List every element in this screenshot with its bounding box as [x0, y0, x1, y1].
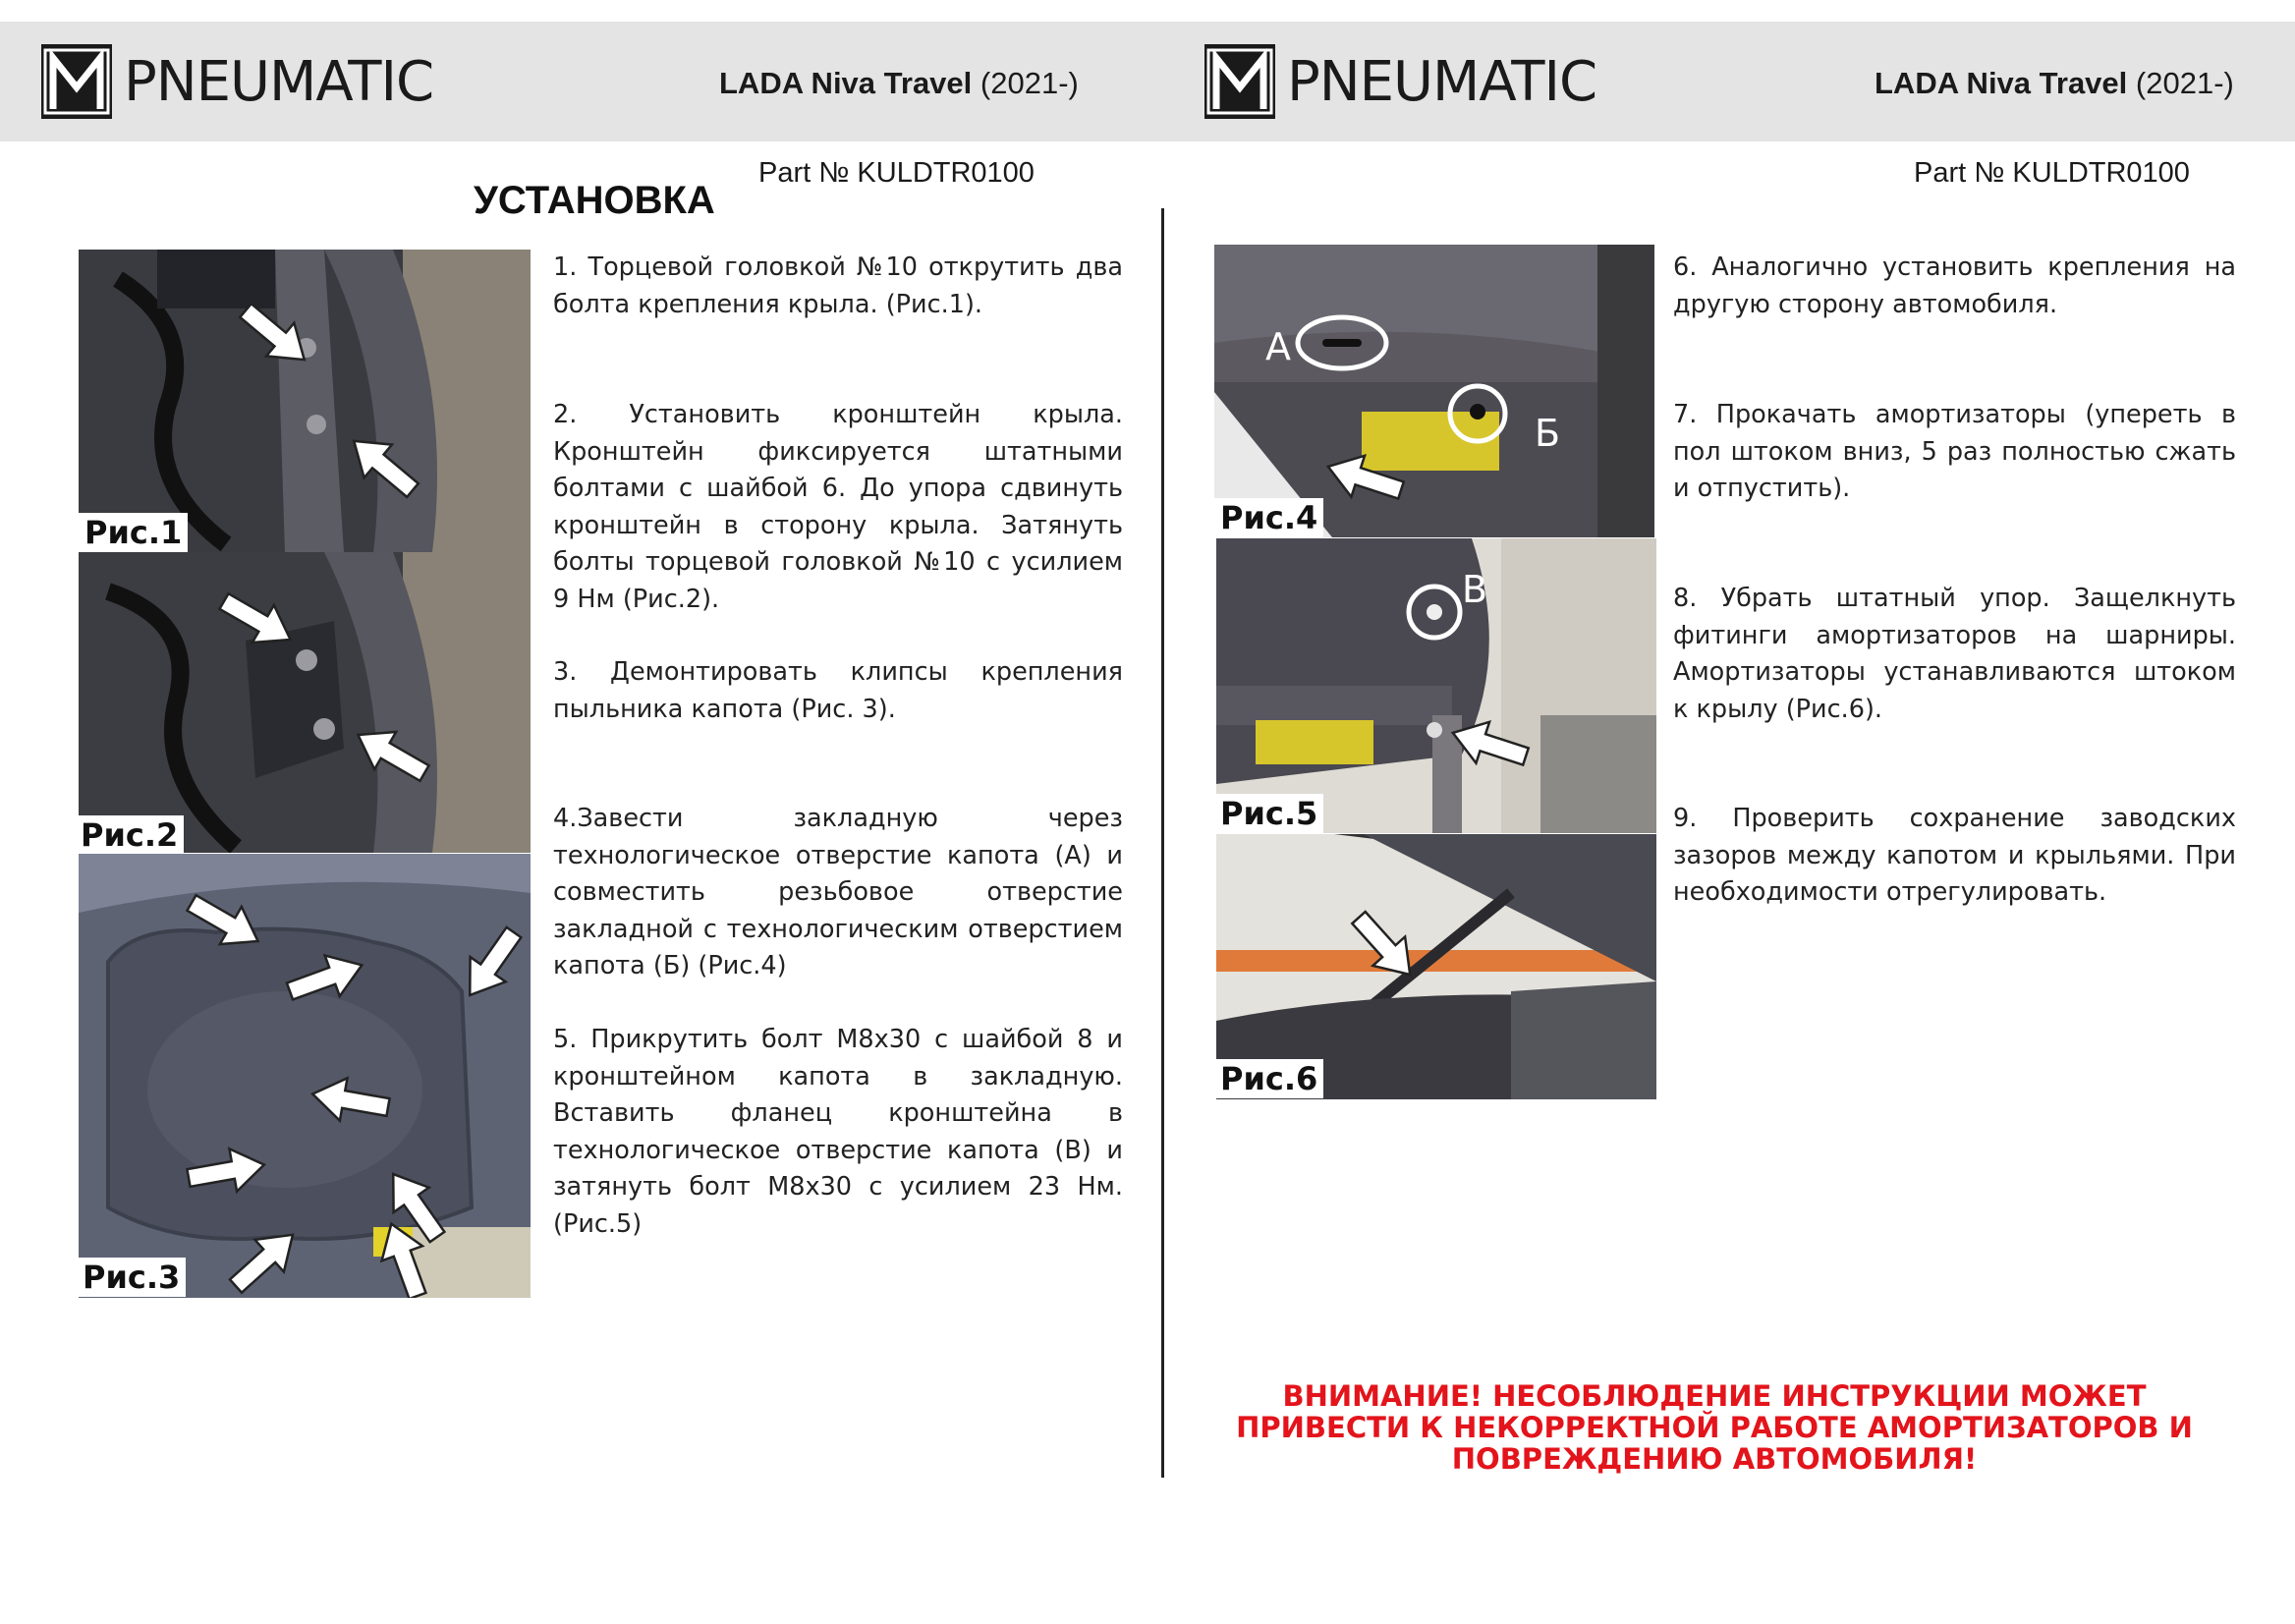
brand-logo-left	[41, 44, 433, 119]
figure-5-label: Рис.5	[1214, 794, 1323, 833]
step-1: 1. Торцевой головкой №10 открутить два болта крепления крыла. (Рис.1).	[553, 252, 1123, 319]
figure-5-photo	[1216, 538, 1656, 833]
model-name: LADA Niva Travel	[1875, 66, 2128, 100]
marker-a: А	[1265, 325, 1291, 368]
model-name: LADA Niva Travel	[719, 66, 973, 100]
step-2: 2. Установить кронштейн крыла. Кронштейн фиксируется штатными болтами с шайбой 6. До упора сдвинуть кронштейн в сторону крыла. Затянуть болты торцевой головкой №10 с усилием 9 Нм (Рис.2).	[553, 400, 1123, 614]
brand-name: PNEUMATIC	[1287, 49, 1597, 114]
step-9: 9. Проверить сохранение заводских зазоров между капотом и крыльями. При необходимости отрегулировать.	[1673, 804, 2236, 907]
model-title-left	[719, 66, 1079, 101]
warning-notice: ВНИМАНИЕ! НЕСОБЛЮДЕНИЕ ИНСТРУКЦИИ МОЖЕТ ПРИВЕСТИ К НЕКОРРЕКТНОЙ РАБОТЕ АМОРТИЗАТОРОВ И ПОВРЕЖДЕНИЮ АВТОМОБИЛЯ!	[1236, 1379, 2193, 1476]
model-years: (2021-)	[2135, 66, 2234, 100]
step-5: 5. Прикрутить болт М8х30 с шайбой 8 и кронштейном капота в закладную. Вставить фланец кронштейна в технологическое отверстие капота (В) и затянуть болт М8х30 с усилием 23 Нм. (Рис.5)	[553, 1025, 1123, 1239]
figure-2-photo	[79, 552, 531, 853]
step-4: 4.Завести закладную через технологическое отверстие капота (А) и совместить резьбовое отверстие закладной с технологическим отверстием капота (Б) (Рис.4)	[553, 804, 1123, 980]
section-title: УСТАНОВКА	[474, 179, 715, 222]
part-number-right: Part № KULDTR0100	[1914, 157, 2190, 189]
model-years: (2021-)	[980, 66, 1079, 100]
marker-b: Б	[1535, 412, 1561, 455]
figure-3-photo	[79, 854, 531, 1298]
brand-name: PNEUMATIC	[124, 49, 434, 114]
figure-1-label: Рис.1	[79, 513, 188, 552]
step-6: 6. Аналогично установить крепления на другую сторону автомобиля.	[1673, 252, 2236, 319]
step-3: 3. Демонтировать клипсы крепления пыльника капота (Рис. 3).	[553, 657, 1123, 724]
model-title-right	[1875, 66, 2234, 101]
figure-1-photo	[79, 250, 531, 552]
part-number-left: Part № KULDTR0100	[758, 157, 1035, 189]
figure-3-label: Рис.3	[77, 1258, 186, 1297]
figure-2-label: Рис.2	[75, 815, 184, 855]
brand-logo-right	[1204, 44, 1596, 119]
step-8: 8. Убрать штатный упор. Защелкнуть фитинги амортизаторов на шарниры. Амортизаторы устанавливаются штоком к крылу (Рис.6).	[1673, 584, 2236, 724]
logo-mark-icon	[1204, 44, 1275, 119]
marker-v: В	[1462, 568, 1488, 611]
figure-6-label: Рис.6	[1214, 1059, 1323, 1098]
logo-mark-icon	[41, 44, 112, 119]
figure-4-label: Рис.4	[1214, 498, 1323, 537]
step-7: 7. Прокачать амортизаторы (упереть в пол штоком вниз, 5 раз полностью сжать и отпустить).	[1673, 400, 2236, 503]
figure-4-photo	[1214, 245, 1654, 537]
column-divider	[1161, 208, 1164, 1478]
